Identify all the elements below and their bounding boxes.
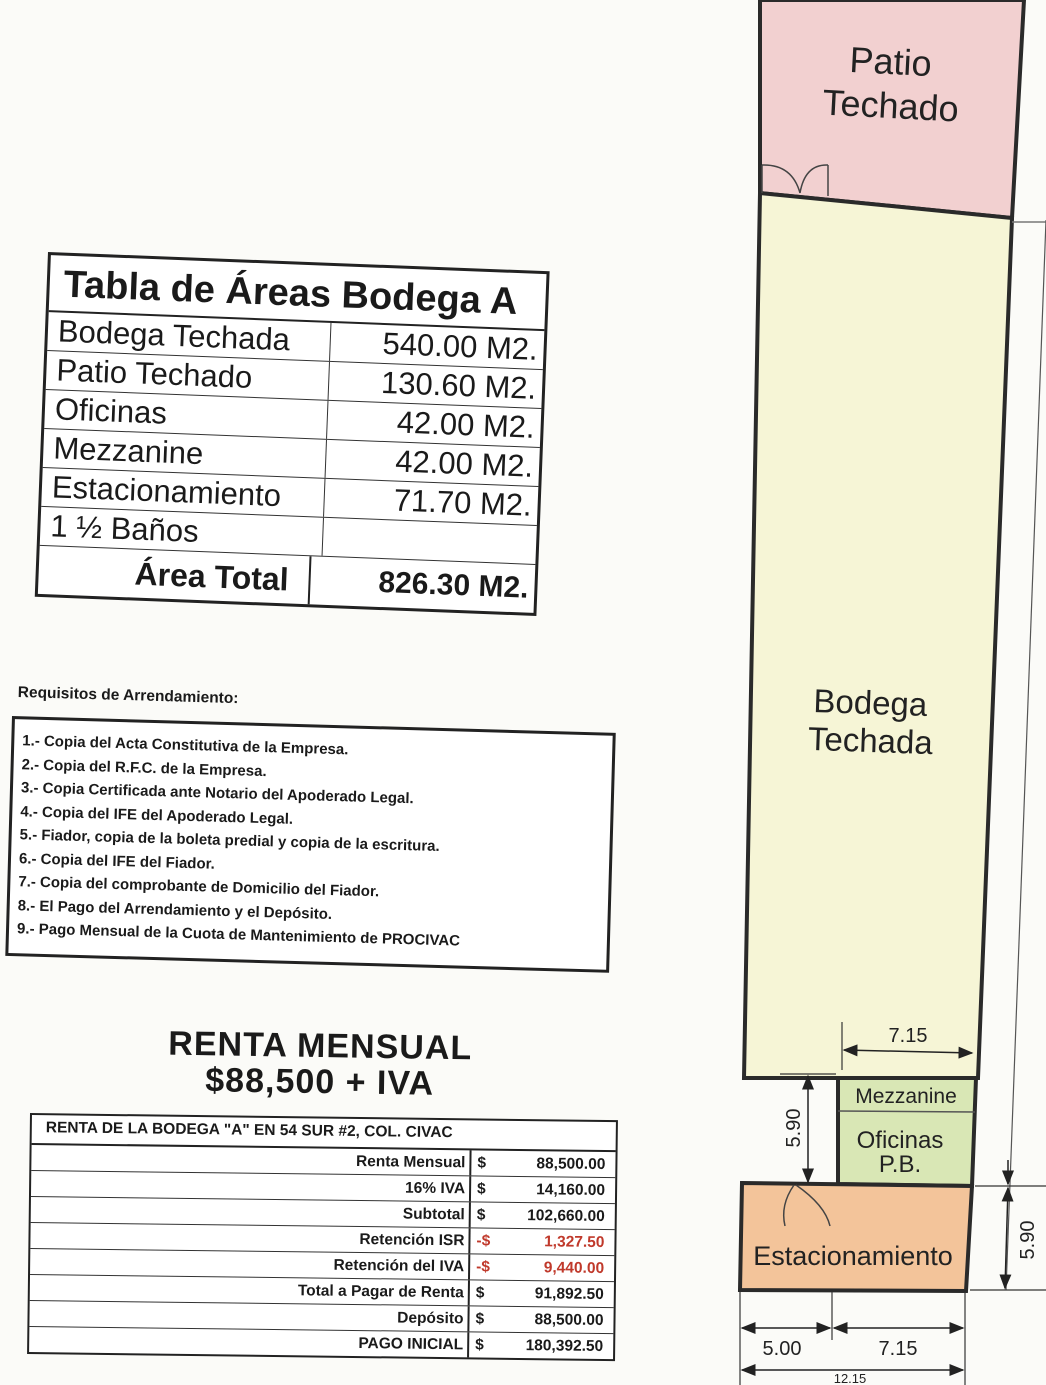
- mezzanine-divider: [838, 1111, 975, 1112]
- requirement-item: 6.- Copia del IFE del Fiador.: [18, 849, 216, 873]
- rent-row-amount: 88,500.00: [536, 1155, 606, 1174]
- area-name: Patio Techado: [46, 351, 330, 400]
- rent-row-label: Renta Mensual: [31, 1145, 471, 1175]
- requirements-title: Requisitos de Arrendamiento:: [17, 684, 239, 708]
- rent-row-currency: $: [477, 1154, 487, 1172]
- bodega-label-1: Bodega: [812, 682, 928, 723]
- rent-row-currency: $: [476, 1206, 486, 1224]
- area-value: 42.00 M2.: [396, 404, 536, 445]
- areas-table-title: Tabla de Áreas Bodega A: [49, 255, 547, 331]
- rent-row-label: 16% IVA: [31, 1171, 471, 1201]
- area-value: 540.00 M2.: [381, 325, 539, 367]
- dim-top-width: 7.15: [888, 1025, 928, 1047]
- requirement-item: 4.- Copia del IFE del Apoderado Legal.: [20, 802, 294, 828]
- rent-row-currency: $: [475, 1336, 484, 1354]
- area-total-value: 826.30 M2.: [377, 565, 530, 605]
- requirement-item: 8.- El Pago del Arrendamiento y el Depósito.: [17, 896, 333, 923]
- rent-row-amount: 9,440.00: [543, 1259, 605, 1278]
- area-value: 71.70 M2.: [393, 482, 533, 523]
- dim-bottom-left: 5.00: [762, 1338, 802, 1360]
- rent-row-currency: $: [475, 1310, 485, 1328]
- rent-row-amount: 102,660.00: [527, 1207, 605, 1226]
- dim-right-height: 5.90: [1017, 1220, 1039, 1260]
- requirement-item: 2.- Copia del R.F.C. de la Empresa.: [21, 755, 267, 780]
- rent-row-currency: -$: [476, 1258, 491, 1276]
- mezzanine-label: Mezzanine: [855, 1085, 957, 1108]
- area-name: Estacionamiento: [41, 468, 325, 517]
- dim-office-height: 5.90: [783, 1108, 805, 1148]
- rent-row-currency: -$: [476, 1232, 491, 1250]
- rent-row-amount: 14,160.00: [536, 1181, 606, 1200]
- patio-label-1: Patio: [848, 38, 933, 85]
- dim-bottom-right: 7.15: [878, 1338, 918, 1360]
- rent-heading-line2: $88,500 + IVA: [205, 1061, 435, 1103]
- estacionamiento-label: Estacionamiento: [753, 1241, 953, 1271]
- rent-row-label: Depósito: [29, 1301, 469, 1331]
- rent-row-label: Subtotal: [31, 1197, 471, 1227]
- rent-row-currency: $: [475, 1284, 485, 1302]
- rent-row-currency: $: [477, 1180, 486, 1198]
- rent-heading-line1: RENTA MENSUAL: [168, 1024, 473, 1068]
- oficinas-label-2: P.B.: [878, 1151, 922, 1178]
- requirement-item: 9.- Pago Mensual de la Cuota de Mantenimiento de PROCIVAC: [16, 920, 461, 950]
- dim-bottom-total: 12.15: [833, 1371, 867, 1385]
- area-name: Mezzanine: [43, 429, 327, 478]
- area-name: Bodega Techada: [47, 312, 331, 361]
- estacionamiento-area: [740, 1183, 972, 1291]
- rent-row-amount: 91,892.50: [534, 1285, 604, 1304]
- requirement-item: 3.- Copia Certificada ante Notario del Apoderado Legal.: [20, 779, 414, 808]
- rent-row-label: Retención del IVA: [30, 1249, 470, 1279]
- area-total-label: Área Total: [38, 546, 312, 604]
- requirement-item: 1.- Copia del Acta Constitutiva de la Empresa.: [22, 732, 349, 759]
- rent-row-label: Total a Pagar de Renta: [30, 1275, 470, 1305]
- oficinas-label-1: Oficinas: [856, 1127, 944, 1154]
- rent-row-label: PAGO INICIAL: [29, 1327, 469, 1357]
- patio-label-2: Techado: [821, 81, 960, 130]
- area-name: 1 ½ Baños: [40, 507, 324, 556]
- rent-row-amount: 88,500.00: [534, 1311, 604, 1330]
- bodega-techada-area: [744, 193, 1012, 1078]
- requirement-item: 7.- Copia del comprobante de Domicilio del Fiador.: [18, 873, 380, 901]
- rent-row-amount: 1,327.50: [544, 1233, 605, 1252]
- rent-row-label: Retención ISR: [30, 1223, 470, 1253]
- rent-table-title: RENTA DE LA BODEGA "A" EN 54 SUR #2, COL. CIVAC: [32, 1115, 616, 1152]
- area-name: Oficinas: [44, 390, 328, 439]
- area-value: 130.60 M2.: [380, 364, 537, 406]
- rent-row-amount: 180,392.50: [525, 1337, 604, 1356]
- area-value: 42.00 M2.: [394, 443, 534, 484]
- bodega-label-2: Techada: [807, 719, 934, 762]
- requirement-item: 5.- Fiador, copia de la boleta predial y copia de la escritura.: [19, 826, 440, 855]
